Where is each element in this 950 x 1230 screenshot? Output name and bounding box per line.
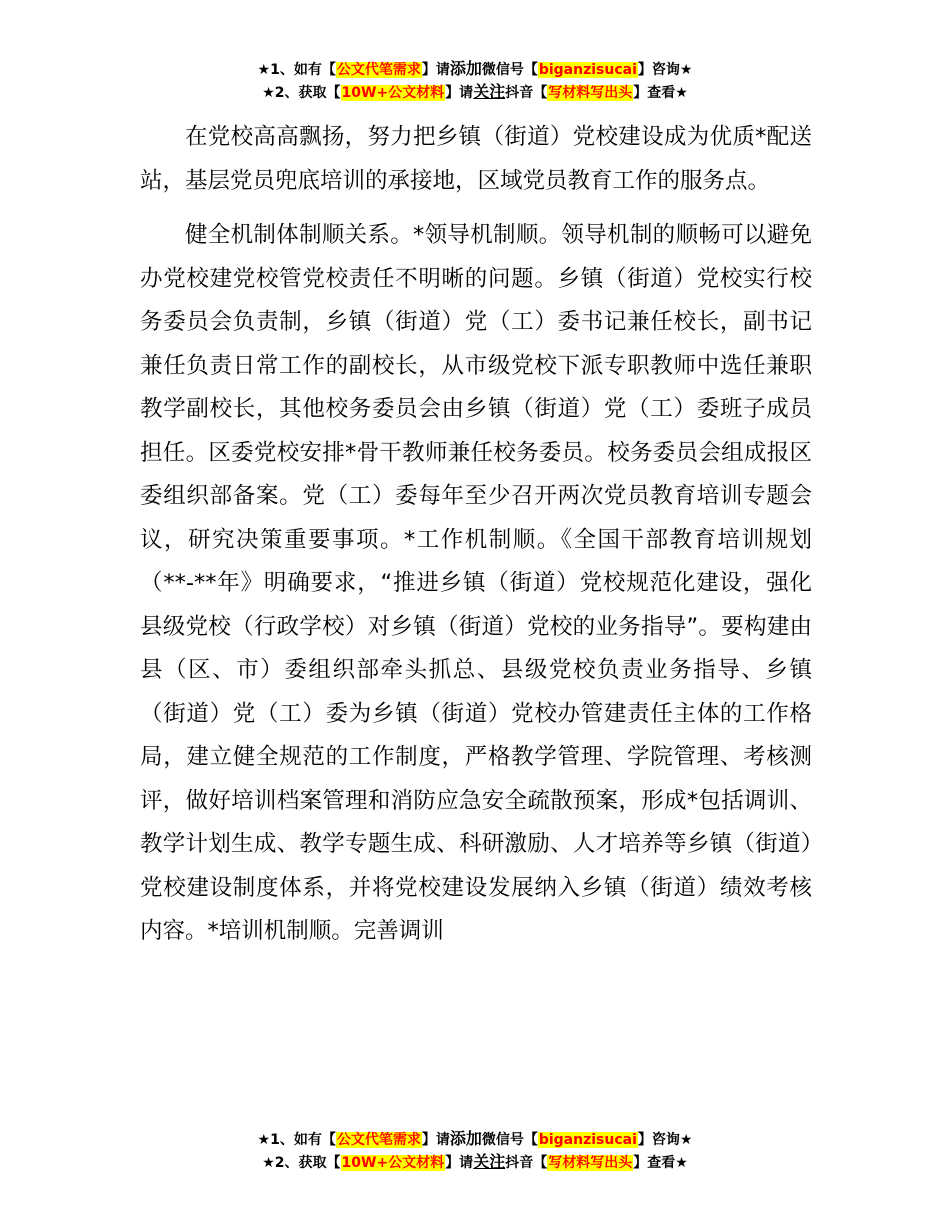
highlight-service: 公文代笔需求: [336, 1132, 421, 1148]
document-body: [140, 116, 812, 954]
banner-line-2: ★2、获取【10W+公文材料】请关注抖音【写材料写出头】查看★: [262, 1152, 688, 1171]
paragraph-2: 健全机制体制顺关系。*领导机制顺。领导机制的顺畅可以避免办党校建党校管党校责任不明晰的问题。乡镇（街道）党校实行校务委员会负责制，乡镇（街道）党（工）委书记兼任校长，副书记兼任负责日常工作的副校长，从市级党校下派专职教师中选任兼职教学副校长，其他校务委员会由乡镇（街道）党（工）委班子成员担任。区委党校安排*骨干教师兼任校务委员。校务委员会组成报区委组织部备案。党（工）委每年至少召开两次党员教育培训专题会议，研究决策重要事项。*工作机制顺。《全国干部教育培训规划（**-**年》明确要求，“推进乡镇（街道）党校规范化建设，强化县级党校（行政学校）对乡镇（街道）党校的业务指导”。要构建由县（区、市）委组织部牵头抓总、县级党校负责业务指导、乡镇（街道）党（工）委为乡镇（街道）党校办管建责任主体的工作格局，建立健全规范的工作制度，严格教学管理、学院管理、考核测评，做好培训档案管理和消防应急安全疏散预案，形成*包括调训、教学计划生成、教学专题生成、科研激励、人才培养等乡镇（街道）党校建设制度体系，并将党校建设发展纳入乡镇（街道）绩效考核内容。*培训机制顺。完善调训: [140, 222, 812, 944]
highlight-douyin-name: 写材料写出头: [548, 1155, 633, 1171]
highlight-wechat-id: biganzisucai: [538, 1132, 637, 1148]
header-banner: [0, 58, 950, 104]
banner-line-2: ★2、获取【10W+公文材料】请关注抖音【写材料写出头】查看★: [262, 82, 688, 101]
footer-banner: [0, 1128, 950, 1174]
paragraph-1: 在党校高高飘扬，努力把乡镇（街道）党校建设成为优质*配送站，基层党员兜底培训的承接地，区域党员教育工作的服务点。: [140, 124, 812, 194]
banner-line-1: ★1、如有【公文代笔需求】请添加微信号【biganzisucai】咨询★: [257, 1129, 693, 1148]
banner-line-1: ★1、如有【公文代笔需求】请添加微信号【biganzisucai】咨询★: [257, 59, 693, 78]
highlight-service: 公文代笔需求: [336, 62, 421, 78]
highlight-materials: 10W+公文材料: [341, 85, 445, 101]
highlight-douyin-name: 写材料写出头: [548, 85, 633, 101]
highlight-wechat-id: biganzisucai: [538, 62, 637, 78]
highlight-materials: 10W+公文材料: [341, 1155, 445, 1171]
